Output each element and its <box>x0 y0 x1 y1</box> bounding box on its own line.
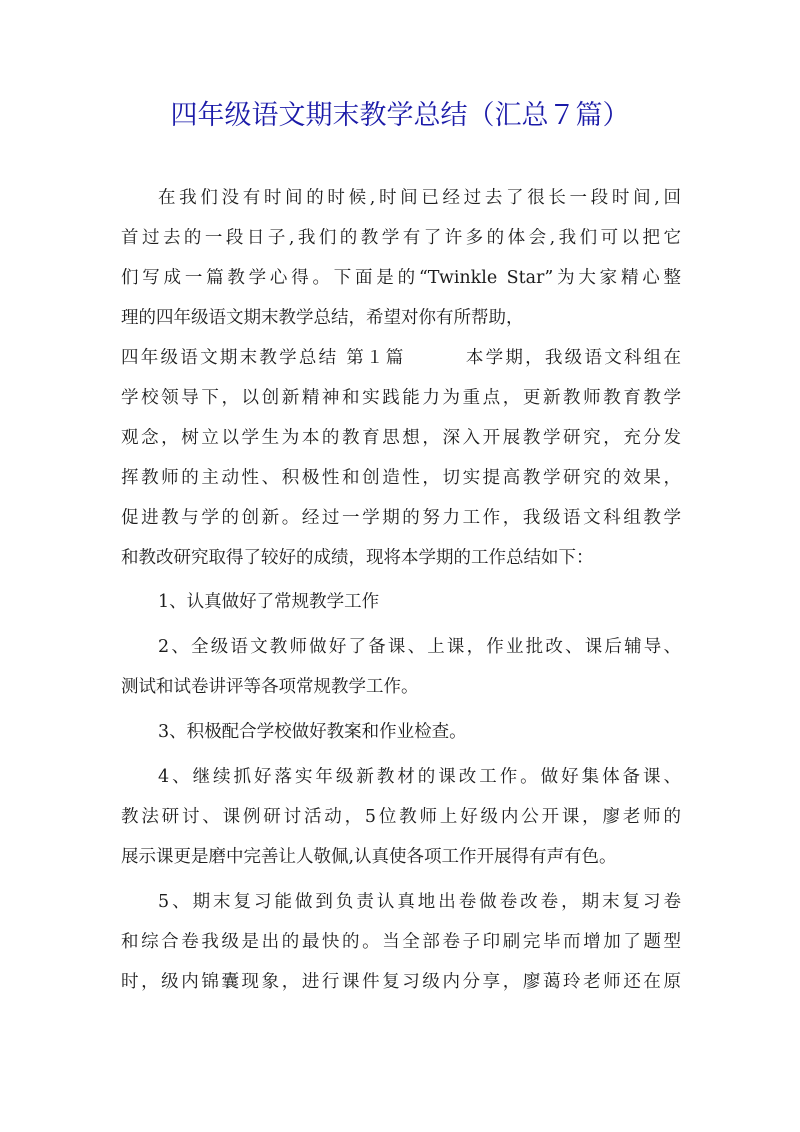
list-item-4-line-3: 展示课更是磨中完善让人敬佩,认真使各项工作开展得有声有色。 <box>121 847 617 867</box>
intro-line-2: 首过去的一段日子,我们的教学有了许多的体会,我们可以把它 <box>121 228 681 248</box>
intro-line-3: 们写成一篇教学心得。下面是的“Twinkle Star”为大家精心整 <box>121 268 681 288</box>
section-1-first-text: 本学期，我级语文科组在 <box>463 348 681 368</box>
section-1-first-line <box>121 338 681 378</box>
section-1-paragraph <box>121 338 681 578</box>
list-item-5-line-3: 时，级内锦囊现象，进行课件复习级内分享，廖蔼玲老师还在原 <box>121 972 681 992</box>
section-1-line-2: 学校领导下，以创新精神和实践能力为重点，更新教师教育教学 <box>121 388 681 408</box>
section-1-heading: 四年级语文期末教学总结 第１篇 <box>121 348 406 368</box>
list-item-2 <box>121 627 681 707</box>
document-body <box>121 178 681 1002</box>
list-item-2-line-2: 测试和试卷讲评等各项常规教学工作。 <box>121 677 419 697</box>
list-item-5-line-1: 5、期末复习能做到负责认真地出卷做卷改卷，期末复习卷 <box>158 892 681 912</box>
list-item-4-line-1: 4、继续抓好落实年级新教材的课改工作。做好集体备课、 <box>158 767 681 787</box>
list-item-3 <box>121 712 681 752</box>
section-1-line-4: 挥教师的主动性、积极性和创造性，切实提高教学研究的效果， <box>121 468 681 488</box>
list-item-4-line-2: 教法研讨、课例研讨活动，5位教师上好级内公开课，廖老师的 <box>121 807 681 827</box>
list-item-5-line-2: 和综合卷我级是出的最快的。当全部卷子印刷完毕而增加了题型 <box>121 932 681 952</box>
list-item-2-line-1: 2、全级语文教师做好了备课、上课，作业批改、课后辅导、 <box>158 637 681 657</box>
document-title: 四年级语文期末教学总结（汇总７篇） <box>170 100 630 131</box>
section-1-line-3: 观念，树立以学生为本的教育思想，深入开展教学研究，充分发 <box>121 428 681 448</box>
list-item-1 <box>121 582 681 622</box>
intro-line-4: 理的四年级语文期末教学总结，希望对你有所帮助， <box>121 308 524 328</box>
intro-line-1: 在我们没有时间的时候,时间已经过去了很长一段时间,回 <box>158 188 681 208</box>
list-item-4 <box>121 757 681 877</box>
section-1-line-5: 促进教与学的创新。经过一学期的努力工作，我级语文科组教学 <box>121 508 681 528</box>
section-1-line-6: 和教改研究取得了较好的成绩，现将本学期的工作总结如下： <box>121 548 594 568</box>
list-item-5 <box>121 882 681 1002</box>
intro-paragraph <box>121 178 681 338</box>
list-item-1-line: 1、认真做好了常规教学工作 <box>158 592 380 612</box>
list-item-3-line: 3、积极配合学校做好教案和作业检查。 <box>158 722 467 742</box>
